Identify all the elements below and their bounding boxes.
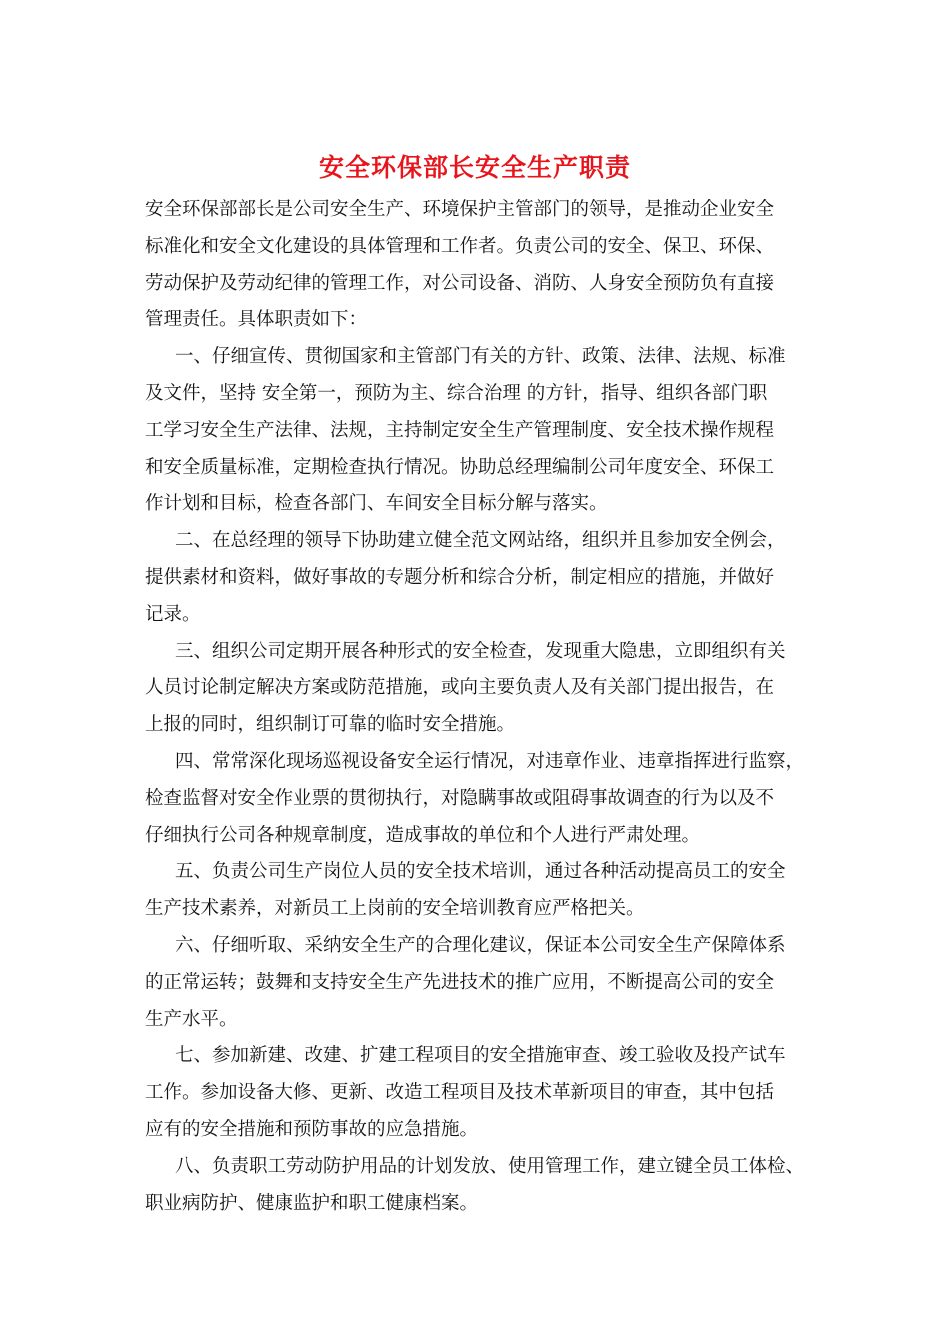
paragraph-line: 八、负责职工劳动防护用品的计划发放、使用管理工作，建立键全员工体检、 [175,1155,805,1177]
paragraph-line: 的正常运转；鼓舞和支持安全生产先进技术的推广应用，不断提高公司的安全 [145,971,775,993]
paragraph-line: 检查监督对安全作业票的贯彻执行，对隐瞒事故或阻碍事故调查的行为以及不 [145,787,775,809]
paragraph [145,523,825,633]
paragraph [145,744,825,854]
paragraph-line: 五、负责公司生产岗位人员的安全技术培训，通过各种活动提高员工的安全 [175,861,786,883]
paragraph-line: 记录。 [145,603,201,625]
paragraph-line: 和安全质量标准，定期检查执行情况。协助总经理编制公司年度安全、环保工 [145,456,775,478]
paragraph-line: 上报的同时，组织制订可靠的临时安全措施。 [145,714,516,736]
paragraph-line: 应有的安全措施和预防事故的应急措施。 [145,1118,479,1140]
paragraph [145,192,825,339]
paragraph-line: 仔细执行公司各种规章制度，造成事故的单位和个人进行严肃处理。 [145,824,701,846]
paragraph-line: 安全环保部部长是公司安全生产、环境保护主管部门的领导，是推动企业安全 [145,199,775,220]
paragraph-line: 提供素材和资料，做好事故的专题分析和综合分析，制定相应的措施，并做好 [145,566,775,588]
paragraph-line: 六、仔细听取、采纳安全生产的合理化建议，保证本公司安全生产保障体系 [175,934,786,956]
paragraph-line: 劳动保护及劳动纪律的管理工作，对公司设备、消防、人身安全预防负有直接 [145,272,775,294]
paragraph-line: 人员讨论制定解决方案或防范措施，或向主要负责人及有关部门提出报告，在 [145,677,775,699]
paragraph [145,634,825,744]
paragraph-line: 作计划和目标，检查各部门、车间安全目标分解与落实。 [145,493,608,515]
paragraph [145,339,825,523]
paragraph-line: 二、在总经理的领导下协助建立健全范文网站络，组织并且参加安全例会， [175,530,786,552]
paragraph-line: 及文件，坚持 安全第一，预防为主、综合治理 的方针，指导、组织各部门职 [145,382,768,404]
paragraph-line: 一、仔细宣传、贯彻国家和主管部门有关的方针、政策、法律、法规、标准 [175,346,786,368]
paragraph-line: 工学习安全生产法律、法规，主持制定安全生产管理制度、安全技术操作规程 [145,419,775,441]
paragraph-line: 七、参加新建、改建、扩建工程项目的安全措施审查、竣工验收及投产试车 [175,1045,786,1067]
paragraph-line: 标准化和安全文化建设的具体管理和工作者。负责公司的安全、保卫、环保、 [145,235,775,257]
paragraph-line: 三、组织公司定期开展各种形式的安全检查，发现重大隐患，立即组织有关 [175,640,786,662]
paragraph-line: 四、常常深化现场巡视设备安全运行情况，对违章作业、违章指挥进行监察， [175,750,805,772]
paragraph-line: 工作。参加设备大修、更新、改造工程项目及技术革新项目的审查，其中包括 [145,1082,775,1104]
paragraph [145,928,825,1038]
paragraph-line: 生产技术素养，对新员工上岗前的安全培训教育应严格把关。 [145,898,645,920]
paragraph [145,1038,825,1148]
document-title: 安全环保部长安全生产职责 [318,153,631,182]
paragraph-line: 职业病防护、健康监护和职工健康档案。 [145,1192,479,1214]
paragraph-line: 管理责任。具体职责如下： [145,309,368,331]
paragraph-line: 生产水平。 [145,1008,238,1030]
paragraph [145,854,825,928]
paragraph [145,1149,825,1223]
document-body [145,192,825,1222]
